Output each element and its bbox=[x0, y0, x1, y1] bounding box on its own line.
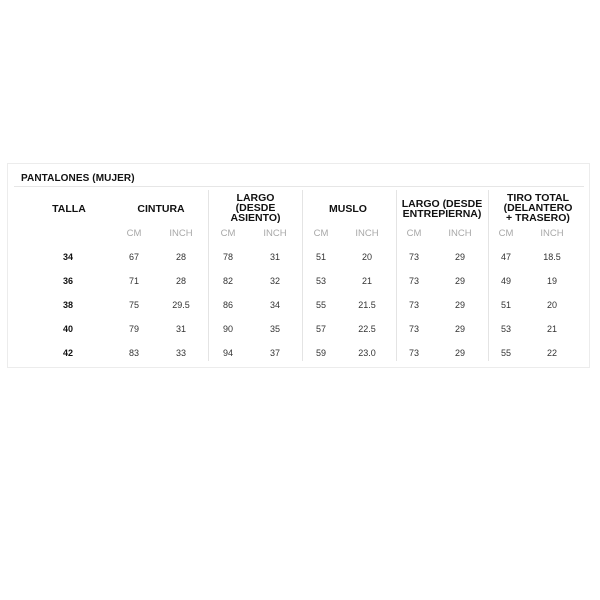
table-cell: 22.5 bbox=[358, 324, 376, 334]
table-cell: 51 bbox=[315, 252, 326, 262]
header-line: LARGO (DESDE bbox=[401, 198, 483, 210]
unit-inch: INCH bbox=[448, 228, 472, 239]
title-divider bbox=[14, 186, 584, 187]
table-cell: 59 bbox=[315, 348, 326, 358]
unit-inch: INCH bbox=[355, 228, 379, 239]
table-cell: 57 bbox=[315, 324, 326, 334]
header-line: TIRO TOTAL bbox=[506, 192, 570, 204]
unit-inch: INCH bbox=[540, 228, 564, 239]
chart-title: PANTALONES (MUJER) bbox=[21, 173, 135, 184]
header-line: ASIENTO) bbox=[230, 212, 281, 224]
header-line: ENTREPIERNA) bbox=[402, 208, 482, 220]
table-cell: 51 bbox=[500, 300, 511, 310]
table-cell: 21 bbox=[546, 324, 557, 334]
table-cell: 19 bbox=[546, 276, 557, 286]
table-cell: 75 bbox=[128, 300, 139, 310]
header-cintura: CINTURA bbox=[137, 203, 185, 215]
talla-cell: 36 bbox=[62, 276, 73, 286]
table-cell: 20 bbox=[361, 252, 372, 262]
unit-cm: CM bbox=[313, 228, 329, 239]
table-cell: 29 bbox=[454, 300, 465, 310]
header-largo-asiento bbox=[213, 193, 298, 223]
table-cell: 73 bbox=[408, 300, 419, 310]
unit-cm: CM bbox=[220, 228, 236, 239]
table-cell: 86 bbox=[222, 300, 233, 310]
talla-cell: 38 bbox=[62, 300, 73, 310]
table-cell: 29 bbox=[454, 348, 465, 358]
talla-cell: 42 bbox=[62, 348, 73, 358]
table-cell: 31 bbox=[175, 324, 186, 334]
table-cell: 49 bbox=[500, 276, 511, 286]
table-cell: 23.0 bbox=[358, 348, 376, 358]
header-line: (DESDE bbox=[235, 202, 276, 214]
table-cell: 21.5 bbox=[358, 300, 376, 310]
unit-cm: CM bbox=[406, 228, 422, 239]
table-cell: 33 bbox=[175, 348, 186, 358]
table-cell: 34 bbox=[269, 300, 280, 310]
table-cell: 67 bbox=[128, 252, 139, 262]
table-cell: 29 bbox=[454, 252, 465, 262]
header-largo-entrepierna bbox=[396, 199, 488, 219]
table-cell: 73 bbox=[408, 324, 419, 334]
table-cell: 29.5 bbox=[172, 300, 190, 310]
table-cell: 73 bbox=[408, 348, 419, 358]
table-cell: 73 bbox=[408, 276, 419, 286]
table-cell: 90 bbox=[222, 324, 233, 334]
table-cell: 29 bbox=[454, 324, 465, 334]
unit-inch: INCH bbox=[263, 228, 287, 239]
table-cell: 37 bbox=[269, 348, 280, 358]
table-cell: 53 bbox=[315, 276, 326, 286]
header-talla: TALLA bbox=[52, 203, 86, 215]
talla-cell: 40 bbox=[62, 324, 73, 334]
table-cell: 82 bbox=[222, 276, 233, 286]
table-cell: 22 bbox=[546, 348, 557, 358]
table-cell: 71 bbox=[128, 276, 139, 286]
table-cell: 20 bbox=[546, 300, 557, 310]
table-cell: 29 bbox=[454, 276, 465, 286]
header-line: (DELANTERO bbox=[503, 202, 573, 214]
table-cell: 28 bbox=[175, 252, 186, 262]
table-cell: 79 bbox=[128, 324, 139, 334]
table-cell: 73 bbox=[408, 252, 419, 262]
table-cell: 55 bbox=[315, 300, 326, 310]
unit-cm: CM bbox=[498, 228, 514, 239]
table-cell: 47 bbox=[500, 252, 511, 262]
talla-cell: 34 bbox=[62, 252, 73, 262]
table-cell: 94 bbox=[222, 348, 233, 358]
table-cell: 53 bbox=[500, 324, 511, 334]
table-cell: 35 bbox=[269, 324, 280, 334]
table-cell: 55 bbox=[500, 348, 511, 358]
table-cell: 83 bbox=[128, 348, 139, 358]
header-line: + TRASERO) bbox=[506, 212, 570, 224]
table-cell: 21 bbox=[361, 276, 372, 286]
table-cell: 31 bbox=[269, 252, 280, 262]
header-tiro-total bbox=[492, 193, 584, 223]
header-muslo: MUSLO bbox=[329, 203, 367, 215]
table-cell: 28 bbox=[175, 276, 186, 286]
table-cell: 78 bbox=[222, 252, 233, 262]
table-cell: 18.5 bbox=[543, 252, 561, 262]
table-cell: 32 bbox=[269, 276, 280, 286]
unit-inch: INCH bbox=[169, 228, 193, 239]
size-chart-card bbox=[7, 163, 590, 368]
header-line: LARGO bbox=[236, 192, 275, 204]
unit-cm: CM bbox=[126, 228, 142, 239]
